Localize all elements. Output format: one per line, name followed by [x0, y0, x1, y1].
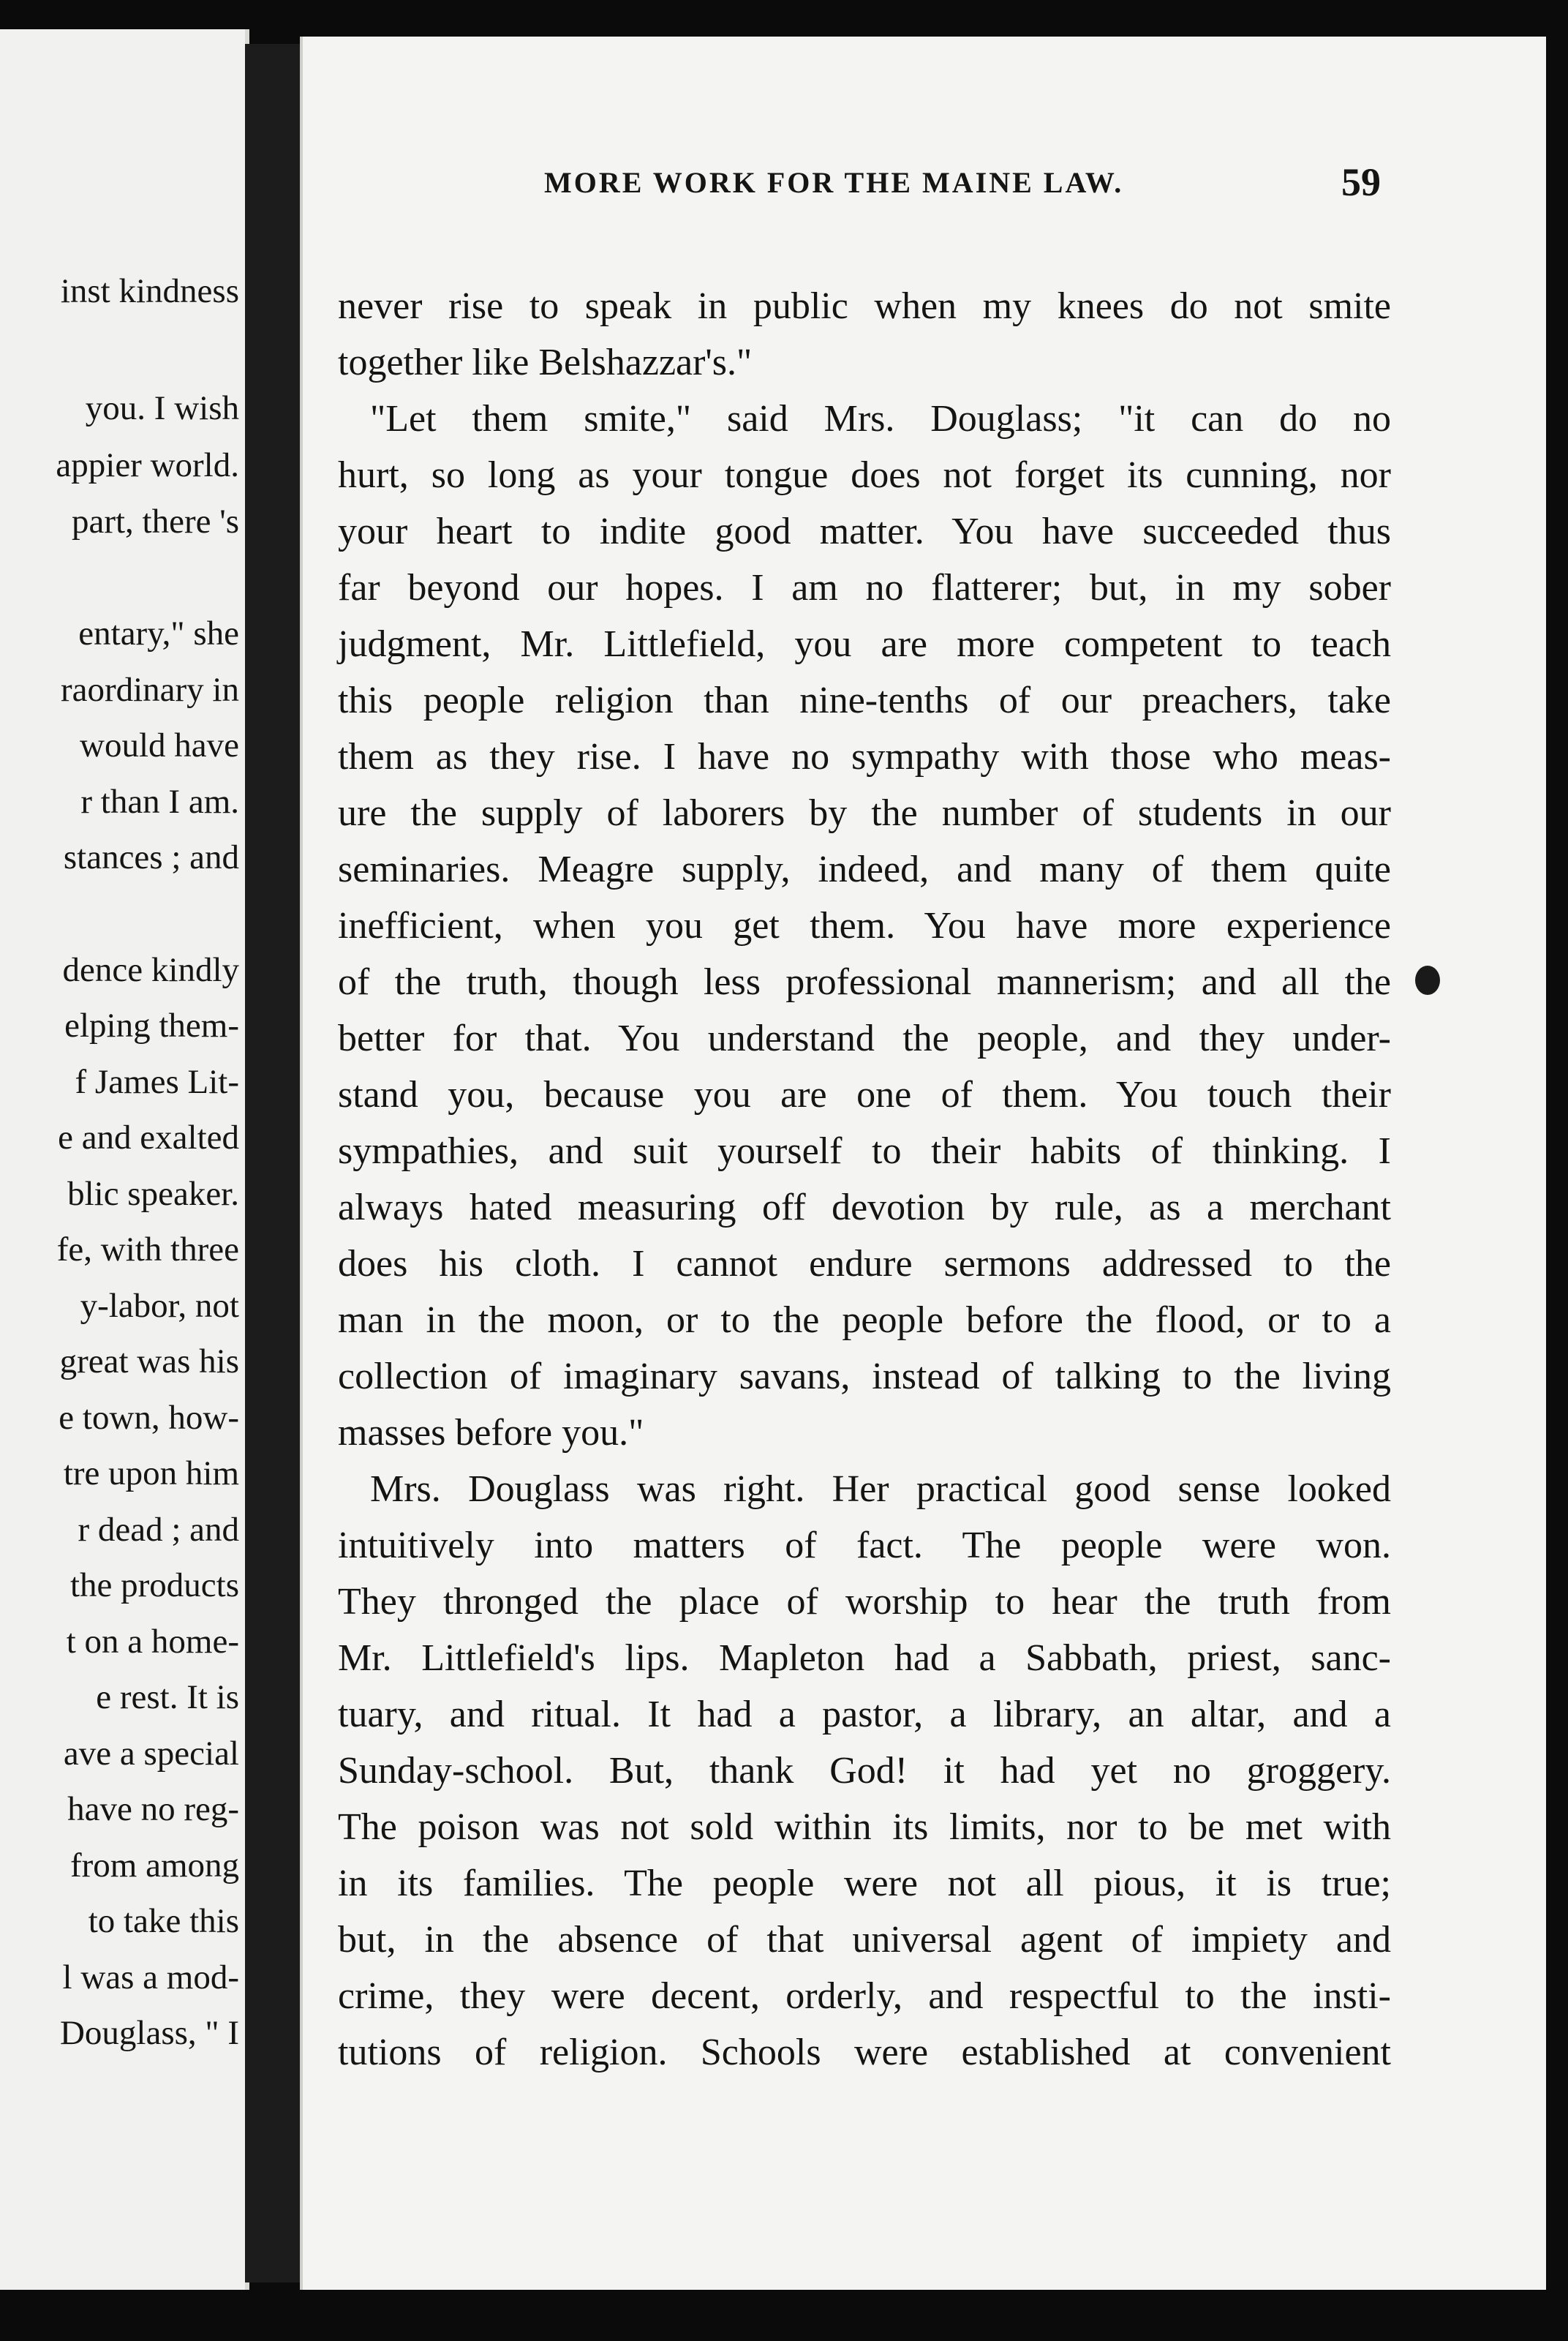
text-line: does his cloth. I cannot endure sermons addressed to the: [338, 1243, 1391, 1285]
left-page-line: appier world.: [56, 446, 239, 484]
text-line: hurt, so long as your tongue does not forget its cunning, nor: [338, 454, 1391, 496]
left-page-line: you. I wish: [85, 389, 239, 427]
left-page-line: dence kindly: [62, 951, 239, 989]
running-head: MORE WORK FOR THE MAINE LAW.: [544, 166, 1124, 199]
book-page: [300, 37, 1546, 2290]
left-page-line: have no reg-: [67, 1790, 239, 1828]
left-page-line: from among: [69, 1846, 239, 1885]
left-page-line: e rest. It is: [96, 1678, 239, 1716]
book-gutter: [245, 44, 300, 2282]
text-line: "Let them smite," said Mrs. Douglass; "it can do no: [370, 398, 1391, 440]
left-page-line: inst kindness: [60, 272, 239, 310]
left-page-line: f James Lit-: [75, 1063, 239, 1101]
text-line: judgment, Mr. Littlefield, you are more competent to teach: [338, 623, 1391, 665]
text-line: intuitively into matters of fact. The people were won.: [338, 1525, 1391, 1566]
text-line: this people religion than nine-tenths of our preachers, take: [338, 680, 1391, 721]
text-line: Mr. Littlefield's lips. Mapleton had a Sabbath, priest, sanc-: [338, 1637, 1391, 1679]
text-line: masses before you.": [338, 1412, 644, 1454]
text-line: better for that. You understand the people, and they under-: [338, 1018, 1391, 1059]
text-line: always hated measuring off devotion by rule, as a merchant: [338, 1187, 1391, 1228]
left-page-line: part, there 's: [71, 503, 239, 541]
text-line: tuary, and ritual. It had a pastor, a library, an altar, and a: [338, 1694, 1391, 1735]
left-page-line: t on a home-: [66, 1623, 239, 1661]
left-page-line: e and exalted: [58, 1119, 239, 1157]
left-page-line: e town, how-: [59, 1399, 239, 1437]
text-line: inefficient, when you get them. You have more experience: [338, 905, 1391, 947]
left-page-line: Douglass, " I: [59, 2014, 239, 2052]
text-line: man in the moon, or to the people before the flood, or to a: [338, 1299, 1391, 1341]
page-body-text: [338, 278, 1391, 2081]
left-page-line: l was a mod-: [62, 1958, 239, 1996]
text-line: them as they rise. I have no sympathy with those who meas-: [338, 736, 1391, 778]
text-line: far beyond our hopes. I am no flatterer; but, in my sober: [338, 567, 1391, 609]
left-page-line: elping them-: [64, 1007, 239, 1045]
text-line: never rise to speak in public when my knees do not smite: [338, 285, 1391, 327]
text-line: tutions of religion. Schools were established at convenient: [338, 2032, 1391, 2073]
left-page-line: r dead ; and: [78, 1511, 239, 1549]
text-line: The poison was not sold within its limits, nor to be met with: [338, 1806, 1391, 1848]
left-page-line: great was his: [59, 1342, 239, 1380]
left-page-line: ave a special: [63, 1735, 239, 1773]
left-page-line: y-labor, not: [80, 1287, 239, 1325]
left-page-line: tre upon him: [63, 1454, 239, 1492]
left-page-line: r than I am.: [80, 783, 239, 821]
text-line: together like Belshazzar's.": [338, 342, 753, 383]
page-number: 59: [1341, 160, 1381, 204]
text-line: stand you, because you are one of them. You touch their: [338, 1074, 1391, 1116]
text-line: in its families. The people were not all pious, it is true;: [338, 1863, 1391, 1904]
text-line: crime, they were decent, orderly, and respectful to the insti-: [338, 1975, 1391, 2017]
text-line: They thronged the place of worship to hear the truth from: [338, 1581, 1391, 1623]
text-line: sympathies, and suit yourself to their habits of thinking. I: [338, 1130, 1391, 1172]
left-page-line: stances ; and: [63, 838, 239, 876]
text-line: Mrs. Douglass was right. Her practical good sense looked: [370, 1468, 1391, 1510]
left-page-line: the products: [69, 1566, 239, 1604]
left-page-line: entary," she: [78, 615, 239, 653]
ink-blot: [1415, 966, 1440, 995]
text-line: collection of imaginary savans, instead of talking to the living: [338, 1356, 1391, 1397]
left-page-line: blic speaker.: [67, 1175, 239, 1213]
left-page-line: raordinary in: [60, 671, 239, 709]
text-line: your heart to indite good matter. You have succeeded thus: [338, 511, 1391, 552]
left-page-line: fe, with three: [56, 1230, 239, 1269]
previous-page-fragment: [0, 29, 249, 2290]
text-line: Sunday-school. But, thank God! it had yet no groggery.: [338, 1750, 1391, 1792]
text-line: of the truth, though less professional mannerism; and all the: [338, 961, 1391, 1003]
text-line: ure the supply of laborers by the number of students in our: [338, 792, 1391, 834]
text-line: but, in the absence of that universal agent of impiety and: [338, 1919, 1391, 1961]
text-line: seminaries. Meagre supply, indeed, and many of them quite: [338, 849, 1391, 890]
left-page-line: to take this: [88, 1902, 239, 1940]
left-page-line: would have: [80, 726, 239, 764]
